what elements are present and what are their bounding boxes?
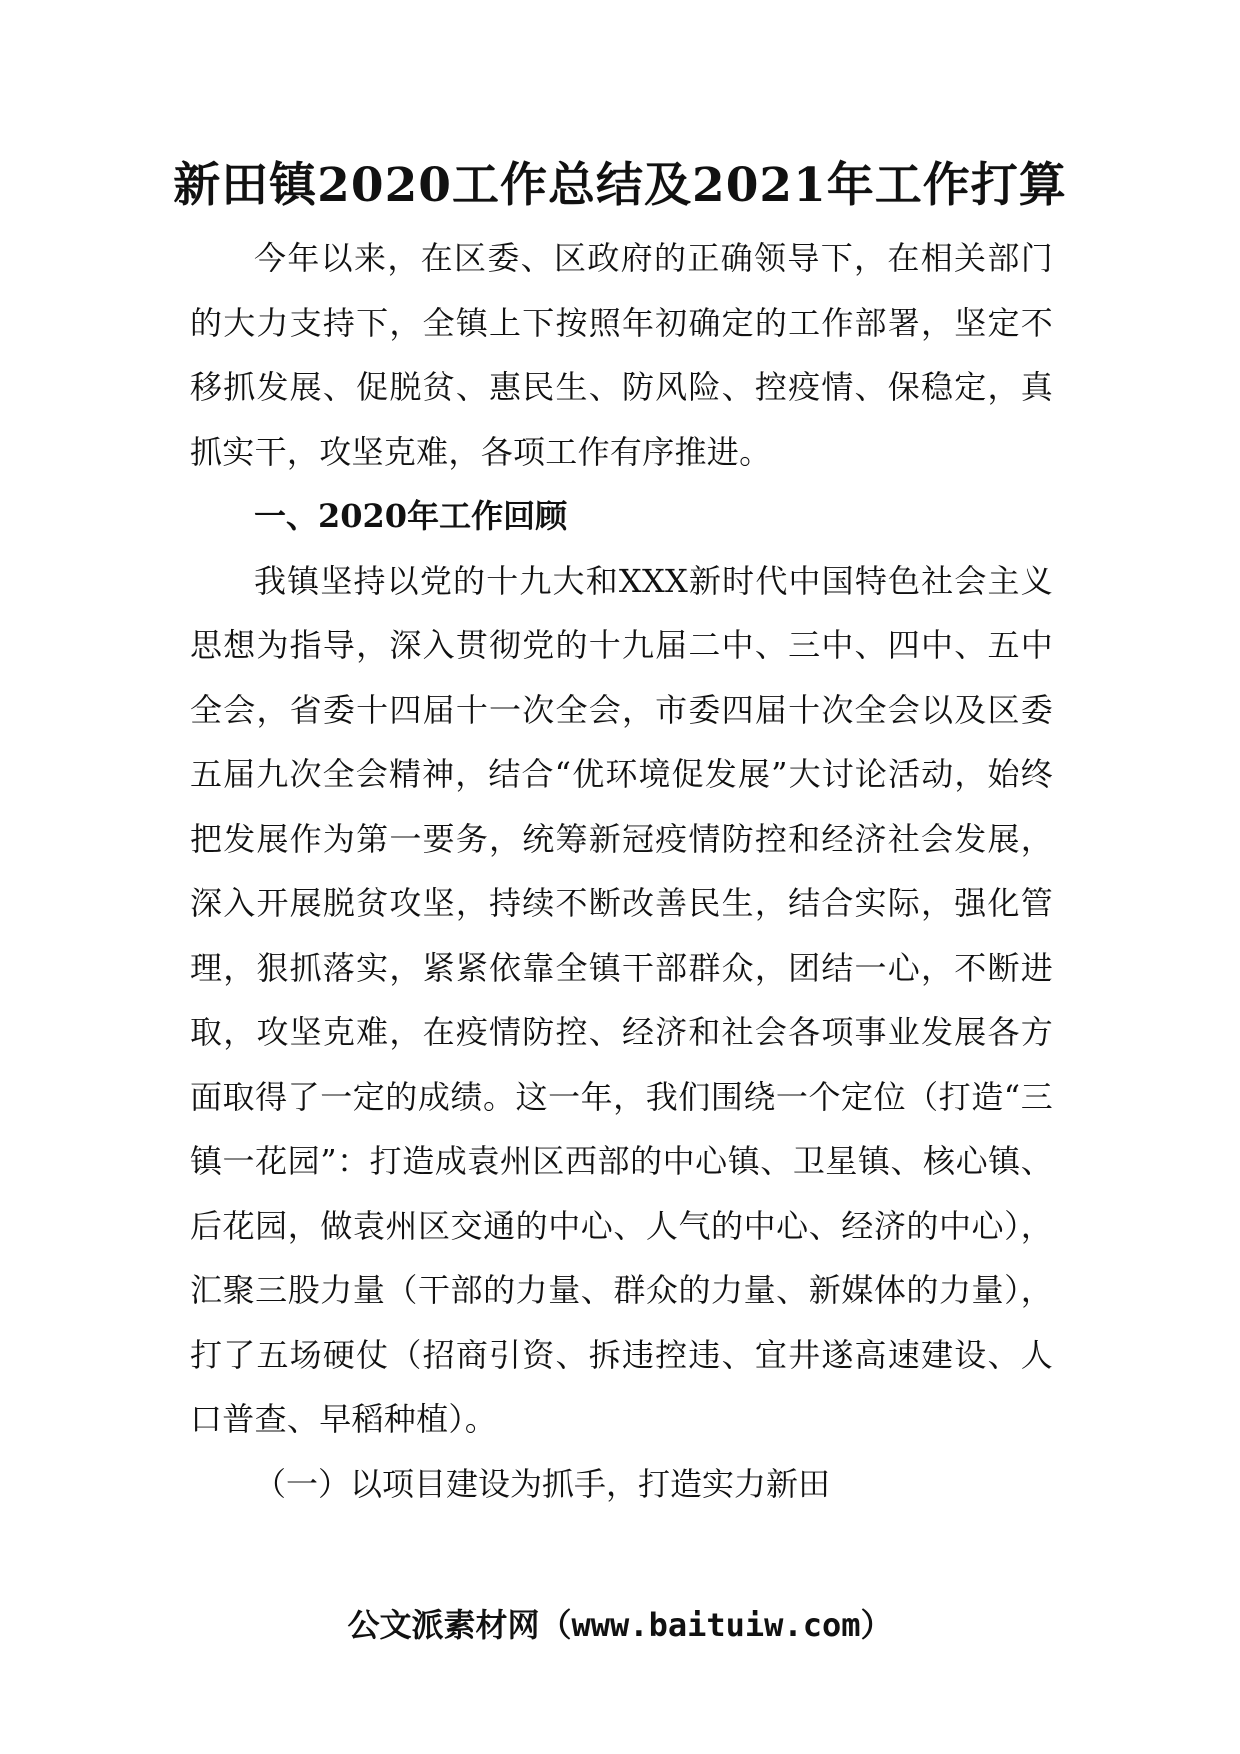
document-title: 新田镇2020工作总结及2021年工作打算 xyxy=(173,158,1067,213)
intro-paragraph: 今年以来，在区委、区政府的正确领导下，在相关部门的大力支持下，全镇上下按照年初确定的工作部署，坚定不移抓发展、促脱贫、惠民生、防风险、控疫情、保稳定，真抓实干，攻坚克难，各项工作有序推进。 xyxy=(190,239,1053,471)
section-paragraph: 我镇坚持以党的十九大和XXX新时代中国特色社会主义思想为指导，深入贯彻党的十九届二中、三中、四中、五中全会，省委十四届十一次全会，市委四届十次全会以及区委五届九次全会精神，结合“优环境促发展”大讨论活动，始终把发展作为第一要务，统筹新冠疫情防控和经济社会发展，深入开展脱贫攻坚，持续不断改善民生，结合实际，强化管理，狠抓落实，紧紧依靠全镇干部群众，团结一心，不断进取，攻坚克难，在疫情防控、经济和社会各项事业发展各方面取得了一定的成绩。这一年，我们围绕一个定位（打造“三镇一花园”：打造成袁州区西部的中心镇、卫星镇、核心镇、后花园，做袁州区交通的中心、人气的中心、经济的中心），汇聚三股力量（干部的力量、群众的力量、新媒体的力量），打了五场硬仗（招商引资、拆违控违、宜井遂高速建设、人口普查、早稻种植）。 xyxy=(190,561,1053,1438)
subsection-heading: （一）以项目建设为抓手，打造实力新田 xyxy=(254,1464,831,1503)
footer-site-name: 公文派素材网 xyxy=(347,1606,540,1644)
footer-watermark xyxy=(0,1600,1240,1646)
footer-url: （www.baituiw.com） xyxy=(539,1606,893,1644)
section-heading: 一、2020年工作回顾 xyxy=(254,497,568,535)
document-body xyxy=(190,226,1053,1516)
